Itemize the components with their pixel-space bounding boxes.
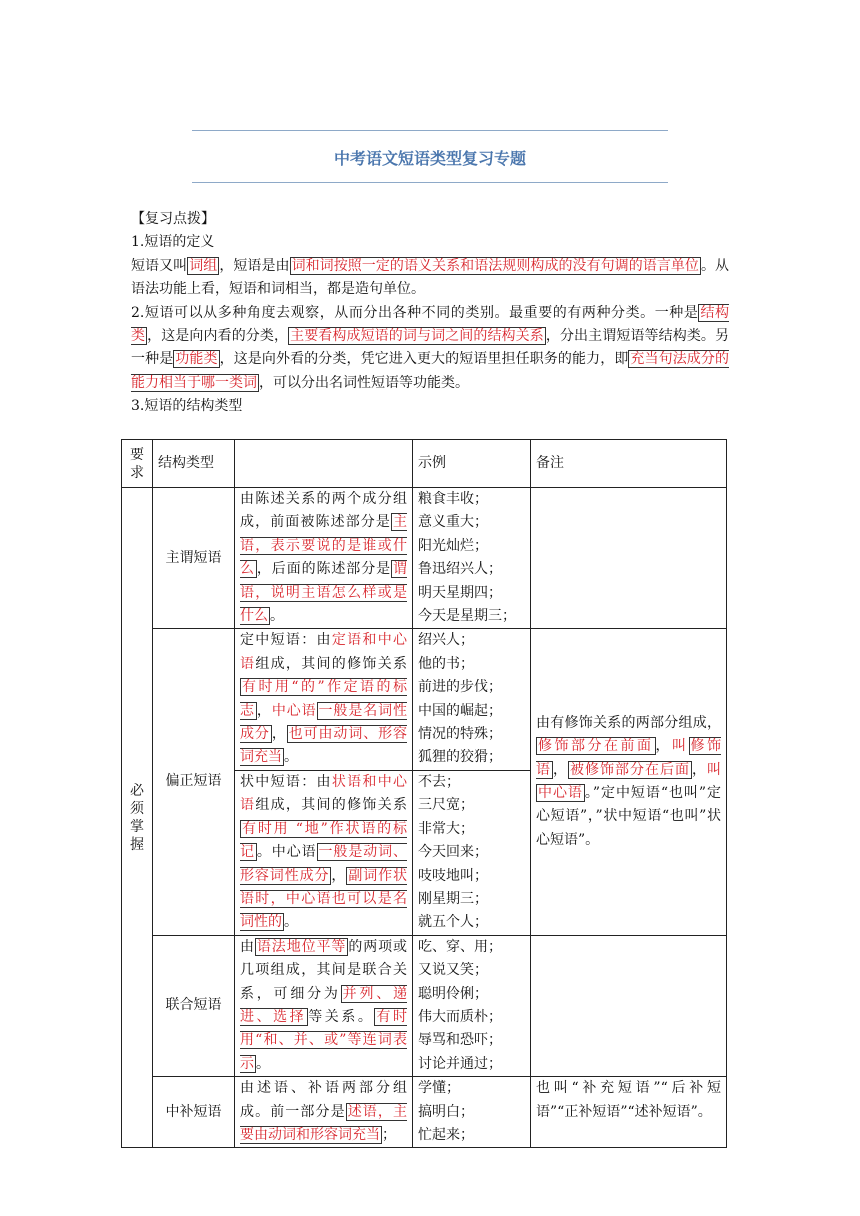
type-cell: 联合短语 <box>153 935 235 1076</box>
s2-highlight: 充当句法成分的能力相当于哪一类词 <box>131 351 730 391</box>
note-cell <box>531 488 727 629</box>
section-header: 【复习点拨】 <box>131 211 215 227</box>
page-title: 中考语文短语类型复习专题 <box>333 149 526 168</box>
desc-part: ， <box>256 702 272 719</box>
example-item: 非常大； <box>418 820 474 837</box>
type-cell: 偏正短语 <box>153 629 235 935</box>
example-item: 中国的崛起； <box>418 702 502 719</box>
desc-highlight: 并列、递进、选择 <box>240 985 408 1025</box>
desc-red: 状语和中心语 <box>240 773 408 814</box>
desc-part: 由 <box>240 938 255 955</box>
example-cell <box>413 488 531 629</box>
header-desc <box>235 440 413 488</box>
desc-part: 由陈述关系的两个成分组成，前面被陈述部分是 <box>240 491 407 531</box>
s2-part: ，分出主谓短语等结构类。另一种是 <box>131 328 730 368</box>
example-item: 吃、穿、用； <box>418 938 502 955</box>
example-item: 今天回来； <box>418 844 488 861</box>
desc-part: 。 <box>284 914 298 931</box>
example-item: 聪明伶俐； <box>418 985 488 1002</box>
s1-paragraph <box>131 255 729 302</box>
s1-part: 。从语法功能上看，短语和词相当，都是造句单位。 <box>131 257 730 298</box>
example-cell <box>413 1077 531 1148</box>
example-cell <box>413 629 531 770</box>
desc-red: 中心语 <box>271 702 317 719</box>
desc-part: 组成，其间的修饰关系 <box>255 797 408 814</box>
example-item: 搞明白； <box>418 1103 474 1120</box>
example-item: 粮食丰收； <box>418 491 488 507</box>
s1-highlight-definition: 词和词按照一定的语义关系和语法规则构成的没有句调的语言单位 <box>291 257 699 274</box>
type-cell: 主谓短语 <box>153 488 235 629</box>
desc-part: ，后面的陈述部分是 <box>256 561 392 578</box>
example-item: 讨论并通过； <box>418 1055 502 1072</box>
example-item: 不去； <box>418 773 460 790</box>
desc-cell <box>235 629 413 770</box>
example-item: 三尺宽； <box>418 797 474 814</box>
note-highlight: 修饰语 <box>536 738 721 778</box>
desc-part: ， <box>271 726 287 743</box>
note-part: ， <box>692 761 707 778</box>
example-cell <box>413 770 531 935</box>
header-example: 示例 <box>413 440 531 488</box>
note-highlight: 中心语 <box>538 785 583 802</box>
desc-cell <box>235 488 413 629</box>
note-highlight: 修饰部分在前面 <box>538 738 654 755</box>
example-item: 意义重大； <box>418 514 488 531</box>
req-cell <box>122 488 153 1148</box>
example-item: 绍兴人； <box>418 632 474 649</box>
desc-part: 状中短语：由 <box>240 773 332 790</box>
desc-part: 。 <box>256 1055 270 1072</box>
s1-part: 短语又叫 <box>131 257 188 274</box>
desc-highlight: 有时用“和、并、或”等连词表示 <box>240 1008 408 1072</box>
desc-cell <box>235 935 413 1076</box>
s2-part: ，这是向外看的分类，凭它进入更大的短语里担任职务的能力，即 <box>219 351 629 368</box>
desc-part: ； <box>382 1126 396 1143</box>
desc-cell <box>235 770 413 935</box>
s2-highlight: 主要看构成短语的词与词之间的结构关系 <box>290 328 544 345</box>
req-label: 必须掌握 <box>130 782 144 853</box>
s2-part: 2.短语可以从多种角度去观察，从而分出各种不同的类别。最重要的有两种分类。一种是 <box>131 304 699 321</box>
desc-part: 的两项或几项组成，其间是联合关系，可细分为 <box>240 938 408 1002</box>
example-item: 他的书； <box>418 655 474 672</box>
note-red: 叫 <box>672 738 689 755</box>
desc-highlight: 谓语，说明主语怎么样或是什么 <box>240 561 408 625</box>
example-item: 伟大而质朴； <box>418 1008 502 1025</box>
s3-heading: 3.短语的结构类型 <box>131 398 243 415</box>
desc-part: 。中心语 <box>256 844 317 861</box>
s2-highlight: 功能类 <box>175 351 218 368</box>
desc-highlight: 语法地位平等 <box>256 938 347 955</box>
example-item: 情况的特殊； <box>418 726 502 743</box>
desc-highlight: 主语，表示要说的是谁或什么 <box>240 514 407 578</box>
desc-part: 。 <box>270 608 284 625</box>
desc-red: 定语和中心语 <box>240 632 408 672</box>
desc-part: 。 <box>284 749 298 766</box>
example-item: 刚星期三； <box>418 890 488 907</box>
note-part: 。 <box>584 785 593 802</box>
s2-highlight: 结构类 <box>131 304 730 345</box>
example-item: 又说又笑； <box>418 962 488 979</box>
note-part: ， <box>553 761 568 778</box>
desc-highlight: 副词作状语时，中心语也可以是名词性的 <box>240 867 408 931</box>
title-rule-bottom <box>192 182 668 183</box>
table-row <box>122 935 727 1076</box>
example-cell <box>413 935 531 1076</box>
desc-highlight: 一般是动词、形容词性成分 <box>240 844 408 884</box>
desc-highlight: 有时用“的”作定语的标志 <box>240 679 407 719</box>
table-row <box>122 629 727 770</box>
example-item: 辱骂和恐吓； <box>418 1032 502 1049</box>
example-item: 学懂； <box>418 1080 460 1097</box>
desc-part: 组成，其间的修饰关系 <box>255 655 408 672</box>
title-rule-top <box>192 130 668 131</box>
header-type: 结构类型 <box>153 440 235 488</box>
note-part: ”定中短语“也叫”定心短语”，”状中短语“也叫”状心短语”。 <box>536 785 721 848</box>
note-cell <box>531 935 727 1076</box>
desc-part: ， <box>331 867 347 884</box>
desc-highlight: 也可由动词、形容词充当 <box>240 726 408 766</box>
desc-highlight: 一般是名词性成分 <box>240 702 408 743</box>
note-cell <box>531 629 727 935</box>
example-item: 今天是星期三； <box>418 608 516 625</box>
desc-highlight: 述语，主要由动词和形容词充当 <box>240 1103 408 1143</box>
desc-part: 等关系。 <box>308 1008 375 1025</box>
example-item: 鲁迅绍兴人； <box>418 561 502 578</box>
example-item: 忙起来； <box>418 1126 474 1143</box>
desc-part: 定中短语：由 <box>240 632 332 649</box>
header-note: 备注 <box>531 440 727 488</box>
table-row <box>122 488 727 629</box>
table-row <box>122 1077 727 1148</box>
header-req <box>122 440 153 488</box>
note-part: ， <box>655 738 672 755</box>
type-cell: 中补短语 <box>153 1077 235 1148</box>
example-item: 狐狸的狡猾； <box>418 749 502 766</box>
s2-part: ，这是向内看的分类， <box>147 328 289 345</box>
s1-highlight-cizu: 词组 <box>189 257 218 274</box>
s2-paragraph <box>131 302 729 396</box>
note-part: 由有修饰关系的两部分组成， <box>536 714 721 731</box>
desc-cell <box>235 1077 413 1148</box>
phrase-type-table <box>121 439 727 1148</box>
s2-part: ，可以分出名词性短语等功能类。 <box>259 374 469 391</box>
example-item: 吱吱地叫； <box>418 867 488 884</box>
example-item: 明天星期四； <box>418 584 502 601</box>
header-req-text: 要求 <box>130 446 144 481</box>
s1-part: ，短语是由 <box>219 257 290 274</box>
intro-text <box>131 208 729 419</box>
note-cell: 也叫“补充短语”“后补短语”“正补短语”“述补短语”。 <box>531 1077 727 1148</box>
desc-highlight: 有时用 “地”作状语的标记 <box>240 820 407 861</box>
table-header-row <box>122 440 727 488</box>
example-item: 就五个人； <box>418 914 488 931</box>
note-highlight: 被修饰部分在后面 <box>570 761 690 778</box>
note-red: 叫 <box>707 761 721 778</box>
desc-part: 由述语、补语两部分组成。前一部分是 <box>240 1080 407 1120</box>
example-item: 前进的步伐； <box>418 679 502 696</box>
example-item: 阳光灿烂； <box>418 537 488 554</box>
s1-heading: 1.短语的定义 <box>131 234 215 251</box>
